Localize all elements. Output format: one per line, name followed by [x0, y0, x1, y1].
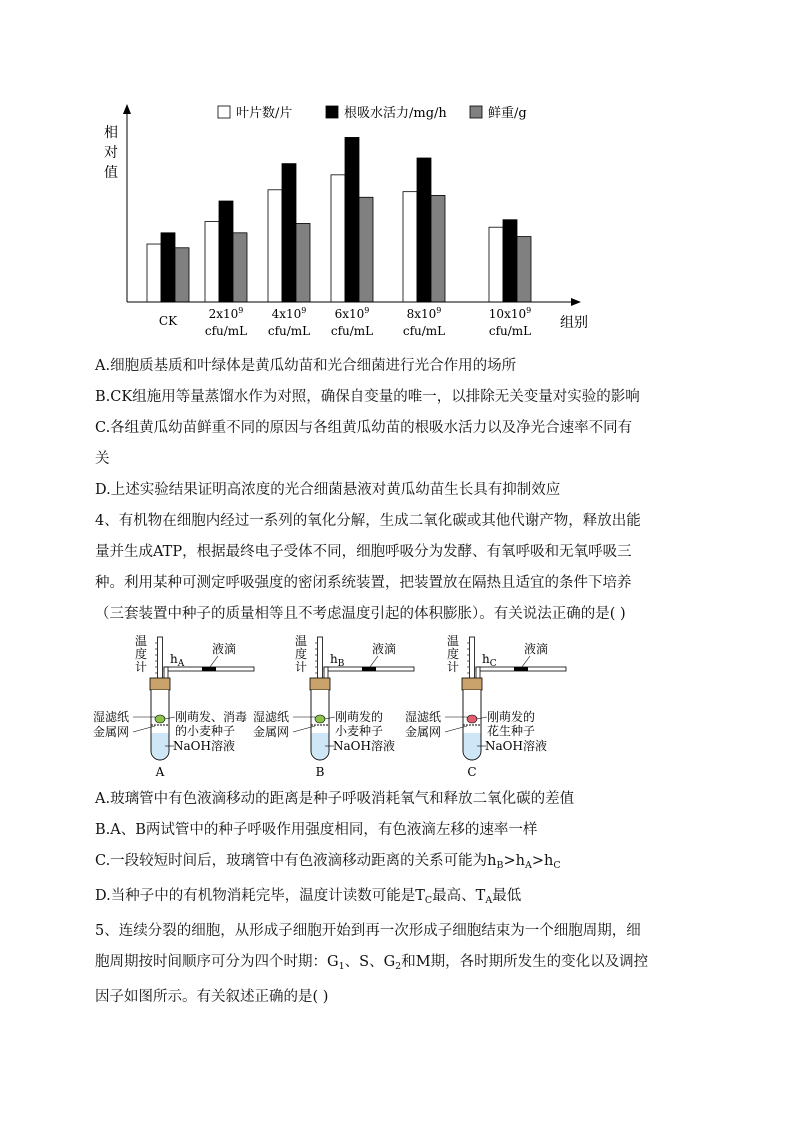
- q5-stem-2: 胞周期按时间顺序可分为四个时期：$G_1$、S、$G_2$和M期，各时期所发生的变化以及调控: [95, 954, 649, 972]
- droplet-label: 液滴: [372, 642, 397, 656]
- respiration-apparatus-figure: [93, 633, 595, 783]
- q4-option-a: A.玻璃管中有色液滴移动的距离是种子呼吸消耗氧气和释放二氧化碳的差值: [95, 791, 575, 807]
- bar-3-4: [359, 197, 373, 302]
- droplet-label: 液滴: [212, 642, 237, 656]
- bar-3-6: [517, 237, 531, 302]
- y-label-char: 相: [104, 125, 118, 141]
- thermometer-label: 温: [447, 634, 460, 648]
- x-tick-unit-4: cfu/mL: [330, 324, 374, 338]
- apparatus-label: C: [467, 765, 477, 779]
- legend-swatch-2: [326, 106, 338, 118]
- thermometer-label: 度: [135, 647, 148, 661]
- bar-3-5: [431, 195, 445, 302]
- q4-option-c: C.一段较短时间后，玻璃管中有色液滴移动距离的关系可能为$h_B>h_A>h_C$: [95, 853, 561, 871]
- wet-filter-paper-label: 湿滤纸: [253, 710, 290, 724]
- droplet-label: 液滴: [524, 642, 549, 656]
- bar-3-2: [233, 233, 247, 302]
- stopper: [462, 678, 482, 690]
- legend-swatch-3: [470, 106, 482, 118]
- bar-2-1: [161, 233, 175, 302]
- thermometer-label: 度: [447, 647, 460, 661]
- q3-option-d: D.上述实验结果证明高浓度的光合细菌悬液对黄瓜幼苗生长具有抑制效应: [95, 482, 561, 498]
- x-axis-label: 组别: [560, 315, 588, 331]
- q4-options: [95, 784, 705, 1013]
- bar-2-5: [417, 158, 431, 302]
- chart-legend: [218, 105, 527, 121]
- stopper: [310, 678, 330, 690]
- bar-2-6: [503, 220, 517, 302]
- bar-1-2: [205, 222, 219, 302]
- h-label: $h_B$: [330, 652, 345, 669]
- x-tick-2: $2x10^9$: [208, 306, 244, 321]
- x-tick-unit-5: cfu/mL: [402, 324, 446, 338]
- colored-droplet: [362, 667, 376, 671]
- apparatus-C: [405, 634, 566, 779]
- seed-label-2: 花生种子: [487, 724, 536, 738]
- x-tick-labels: [159, 306, 531, 338]
- bar-1-5: [403, 192, 417, 302]
- x-tick-unit-3: cfu/mL: [267, 324, 311, 338]
- q4-option-d: D.当种子中的有机物消耗完毕，温度计读数可能是$T_C$最高、$T_A$最低: [95, 888, 522, 906]
- q3-options: [95, 351, 705, 630]
- thermometer-label: 计: [295, 660, 308, 674]
- seed-label-2: 小麦种子: [335, 724, 384, 738]
- q4-option-b: B.A、B两试管中的种子呼吸作用强度相同，有色液滴左移的速率一样: [95, 822, 538, 838]
- bar-1-4: [331, 175, 345, 302]
- x-tick-5: $8x10^9$: [406, 306, 442, 321]
- q4-stem-4: （三套装置中种子的质量相等且不考虑温度引起的体积膨胀）。有关说法正确的是( ): [95, 606, 626, 622]
- apparatus-label: A: [155, 765, 165, 779]
- thermometer-label: 计: [447, 660, 460, 674]
- legend-swatch-1: [218, 106, 230, 118]
- thermometer-label: 温: [295, 634, 308, 648]
- x-axis-arrow: [571, 298, 581, 306]
- x-tick-6: $10x10^9$: [488, 306, 532, 321]
- bar-2-3: [282, 164, 296, 302]
- bar-3-1: [175, 248, 189, 302]
- seed-label-1: 刚萌发、消毒: [175, 710, 248, 724]
- wet-filter-paper-label: 湿滤纸: [93, 710, 130, 724]
- h-label: $h_A$: [170, 652, 185, 669]
- apparatus-A: [93, 634, 254, 779]
- naoh-label: NaOH溶液: [485, 739, 547, 753]
- y-label-char: 对: [104, 145, 118, 161]
- bar-1-1: [147, 244, 161, 302]
- q4-stem-1: 4、有机物在细胞内经过一系列的氧化分解，生成二氧化碳或其他代谢产物，释放出能: [95, 513, 641, 529]
- q3-option-b: B.CK组施用等量蒸馏水作为对照，确保自变量的唯一，以排除无关变量对实验的影响: [95, 389, 640, 405]
- q3-option-c: C.各组黄瓜幼苗鲜重不同的原因与各组黄瓜幼苗的根吸水活力以及净光合速率不同有: [95, 420, 633, 436]
- seed: [155, 715, 165, 723]
- seed: [315, 715, 325, 723]
- metal-mesh-label: 金属网: [253, 725, 290, 739]
- q5-stem-3: 因子如图所示。有关叙述正确的是( ): [95, 989, 329, 1005]
- thermometer-label: 温: [135, 634, 148, 648]
- bar-chart: [90, 95, 600, 340]
- bar-1-3: [268, 190, 282, 302]
- y-label-char: 值: [104, 165, 118, 181]
- q3-option-a: A.细胞质基质和叶绿体是黄瓜幼苗和光合细菌进行光合作用的场所: [95, 358, 517, 374]
- naoh-label: NaOH溶液: [173, 739, 235, 753]
- x-tick-4: $6x10^9$: [334, 306, 370, 321]
- x-tick-unit-2: cfu/mL: [204, 324, 248, 338]
- q4-stem-3: 种。利用某种可测定呼吸强度的密闭系统装置，把装置放在隔热且适宜的条件下培养: [95, 575, 632, 591]
- metal-mesh-label: 金属网: [93, 725, 130, 739]
- metal-mesh-label: 金属网: [405, 725, 442, 739]
- legend-label-2: 根吸水活力/mg/h: [344, 106, 447, 121]
- legend-label-3: 鲜重/g: [488, 106, 527, 121]
- y-axis-label: [104, 124, 118, 181]
- seed-label-1: 刚萌发的: [487, 710, 536, 724]
- bar-2-2: [219, 201, 233, 302]
- h-label: $h_C$: [482, 652, 497, 669]
- thermometer-label: 度: [295, 647, 308, 661]
- naoh-label: NaOH溶液: [333, 739, 395, 753]
- y-axis-arrow: [123, 104, 131, 114]
- legend-label-1: 叶片数/片: [236, 106, 293, 121]
- colored-droplet: [202, 667, 216, 671]
- seed: [467, 715, 477, 723]
- q3-option-c-cont: 关: [95, 451, 110, 467]
- bar-2-4: [345, 137, 359, 302]
- wet-filter-paper-label: 湿滤纸: [405, 710, 442, 724]
- x-tick-unit-6: cfu/mL: [488, 324, 532, 338]
- colored-droplet: [514, 667, 528, 671]
- x-tick-3: $4x10^9$: [271, 306, 307, 321]
- seed-label-2: 的小麦种子: [175, 724, 236, 738]
- seed-label-1: 刚萌发的: [335, 710, 384, 724]
- bar-3-3: [296, 223, 310, 302]
- stopper: [150, 678, 170, 690]
- thermometer-label: 计: [135, 660, 148, 674]
- bar-series: [147, 137, 531, 302]
- apparatus-B: [253, 634, 414, 779]
- x-tick-1: CK: [158, 314, 178, 328]
- bar-1-6: [489, 227, 503, 302]
- apparatus-label: B: [315, 765, 325, 779]
- q5-stem-1: 5、连续分裂的细胞，从形成子细胞开始到再一次形成子细胞结束为一个细胞周期，细: [95, 923, 641, 939]
- q4-stem-2: 量并生成ATP，根据最终电子受体不同，细胞呼吸分为发酵、有氧呼吸和无氧呼吸三: [95, 544, 632, 560]
